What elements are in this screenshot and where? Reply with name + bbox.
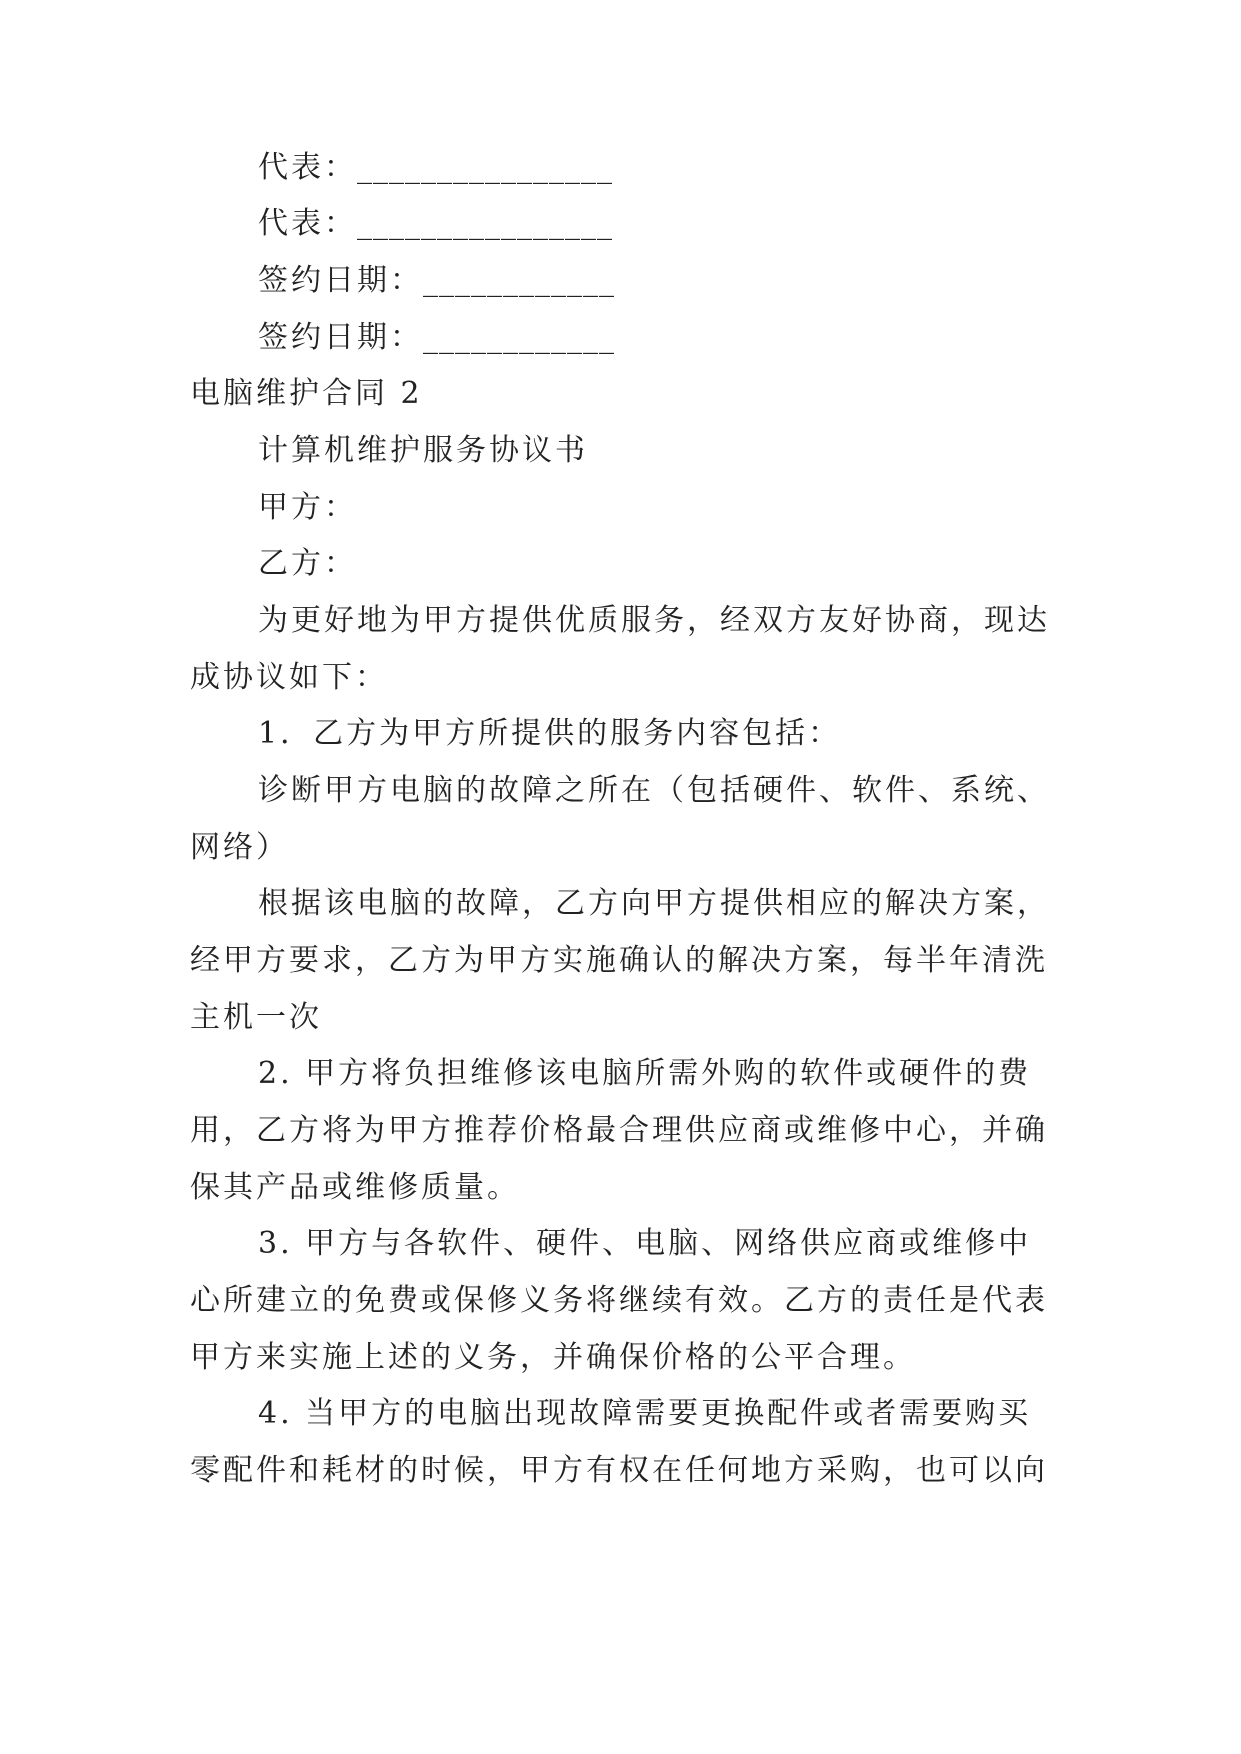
representative-blank: ________________ [357, 206, 613, 241]
signing-date-blank: ____________ [423, 320, 615, 355]
signing-date-label: 签约日期： [258, 320, 423, 355]
signing-date-line-a [258, 263, 615, 299]
paragraph-line: 经甲方要求，乙方为甲方实施确认的解决方案，每半年清洗 [190, 943, 1048, 978]
representative-label: 代表： [258, 206, 357, 241]
signing-date-blank: ____________ [423, 263, 615, 298]
representative-label: 代表： [258, 150, 357, 185]
paragraph-line: 2. 甲方将负担维修该电脑所需外购的软件或硬件的费 [258, 1056, 1032, 1091]
paragraph-line: 4. 当甲方的电脑出现故障需要更换配件或者需要购买 [258, 1396, 1032, 1431]
party-b-label: 乙方： [258, 546, 357, 581]
paragraph-line: 诊断甲方电脑的故障之所在（包括硬件、软件、系统、 [258, 773, 1050, 808]
paragraph-line: 心所建立的免费或保修义务将继续有效。乙方的责任是代表 [190, 1283, 1048, 1318]
representative-line-a [258, 150, 613, 186]
paragraph-line: 成协议如下： [190, 660, 388, 695]
paragraph-line: 为更好地为甲方提供优质服务，经双方友好协商，现达 [258, 603, 1050, 638]
paragraph-line: 零配件和耗材的时候，甲方有权在任何地方采购，也可以向 [190, 1453, 1048, 1488]
contract-heading: 电脑维护合同 2 [190, 376, 423, 411]
paragraph-line: 网络） [190, 830, 289, 865]
party-a-label: 甲方： [258, 490, 357, 525]
agreement-title: 计算机维护服务协议书 [258, 433, 588, 468]
paragraph-line: 保其产品或维修质量。 [190, 1170, 520, 1205]
representative-blank: ________________ [357, 150, 613, 185]
signing-date-line-b [258, 320, 615, 356]
paragraph-line: 主机一次 [190, 1000, 322, 1035]
paragraph-line: 根据该电脑的故障，乙方向甲方提供相应的解决方案， [258, 886, 1050, 921]
representative-line-b [258, 206, 613, 242]
paragraph-line: 用，乙方将为甲方推荐价格最合理供应商或维修中心，并确 [190, 1113, 1048, 1148]
paragraph-line: 3. 甲方与各软件、硬件、电脑、网络供应商或维修中 [258, 1226, 1032, 1261]
paragraph-line: 1．乙方为甲方所提供的服务内容包括： [258, 716, 842, 751]
paragraph-line: 甲方来实施上述的义务，并确保价格的公平合理。 [190, 1340, 916, 1375]
signing-date-label: 签约日期： [258, 263, 423, 298]
